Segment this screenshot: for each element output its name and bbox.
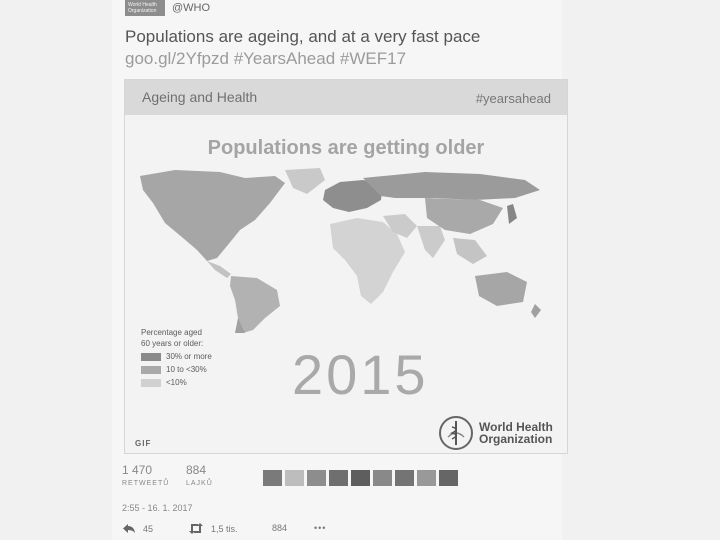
avatar[interactable] <box>307 470 326 486</box>
org-name-line2: Organization <box>479 432 553 446</box>
avatar[interactable] <box>417 470 436 486</box>
legend-title-line1: Percentage aged <box>141 328 202 337</box>
org-name-line1: World Health <box>479 420 553 434</box>
who-org-name <box>479 421 553 445</box>
reply-count: 45 <box>143 523 154 534</box>
more-options-button[interactable] <box>314 523 326 533</box>
tweet-media-gif[interactable] <box>124 79 568 454</box>
legend-title-line2: 60 years or older: <box>141 339 204 348</box>
map-north-america <box>140 170 285 261</box>
legend-swatch-30-plus <box>141 353 161 361</box>
like-count: 884 <box>272 523 288 533</box>
map-japan <box>507 204 517 224</box>
retweets-label: RETWEETŮ <box>122 480 170 487</box>
legend-swatch-under-10 <box>141 379 161 387</box>
map-new-zealand <box>531 304 541 318</box>
tweet-hashtags[interactable]: #YearsAhead #WEF17 <box>233 49 407 68</box>
gif-badge: GIF <box>135 439 152 448</box>
reply-button[interactable] <box>122 523 153 534</box>
likes-label: LAJKŮ <box>186 480 213 487</box>
avatar[interactable] <box>329 470 348 486</box>
avatar[interactable] <box>285 470 304 486</box>
media-header <box>125 80 567 115</box>
tweet-body: Populations are ageing, and at a very fast pace <box>125 27 481 46</box>
legend-item <box>141 351 212 362</box>
avatar[interactable] <box>395 470 414 486</box>
avatar[interactable] <box>373 470 392 486</box>
map-russia <box>363 172 540 200</box>
retweet-button[interactable] <box>188 523 238 534</box>
retweet-icon <box>188 523 204 534</box>
legend-label: 30% or more <box>166 352 212 361</box>
tweet-text <box>125 26 545 70</box>
more-icon: ••• <box>314 523 327 533</box>
world-map <box>135 168 555 333</box>
retweets-count: 1 470 <box>122 463 153 477</box>
media-header-title: Ageing and Health <box>142 89 258 105</box>
legend-item <box>141 364 212 375</box>
map-southeast-asia <box>453 238 487 264</box>
map-legend <box>141 327 212 388</box>
tweet-handle[interactable]: @WHO <box>172 2 211 14</box>
legend-item <box>141 377 212 388</box>
map-central-america <box>207 261 231 278</box>
tweet-link[interactable]: goo.gl/2Yfpzd <box>125 49 229 68</box>
legend-swatch-10-to-30 <box>141 366 161 374</box>
tweet-timestamp[interactable]: 2:55 - 16. 1. 2017 <box>122 503 193 513</box>
who-emblem-icon <box>438 415 474 451</box>
tweet-actions <box>122 523 382 539</box>
reply-icon <box>122 523 136 534</box>
map-title: Populations are getting older <box>207 137 485 159</box>
like-button[interactable] <box>272 523 287 533</box>
map-india <box>417 226 445 258</box>
avatar[interactable] <box>439 470 458 486</box>
retweets-stat[interactable] <box>122 463 169 487</box>
avatar[interactable] <box>263 470 282 486</box>
likes-stat[interactable] <box>186 463 213 487</box>
map-greenland <box>285 168 325 194</box>
legend-label: <10% <box>166 378 187 387</box>
map-australia <box>475 272 527 306</box>
avatar[interactable] <box>351 470 370 486</box>
who-avatar-logo[interactable]: World Health Organization <box>125 0 165 16</box>
likes-count: 884 <box>186 463 207 477</box>
liked-by-avatars <box>263 470 458 486</box>
retweet-count: 1,5 tis. <box>211 523 238 534</box>
media-header-hashtag: #yearsahead <box>475 91 551 106</box>
legend-label: 10 to <30% <box>166 365 207 374</box>
map-year: 2015 <box>292 343 429 406</box>
